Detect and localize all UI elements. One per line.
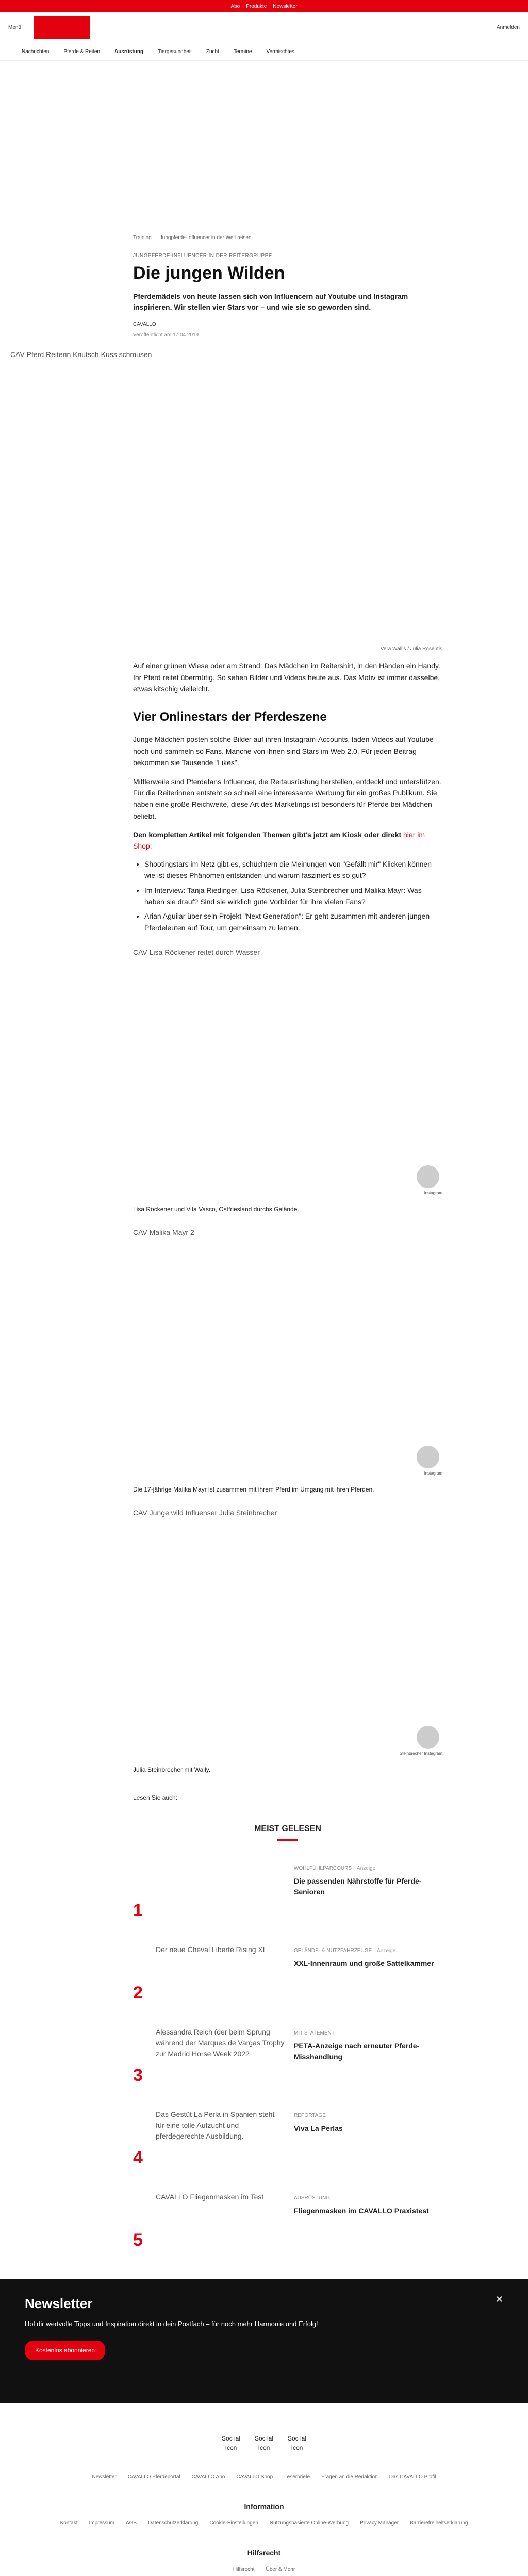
paragraph: Mittlerweile sind Pferdefans Influencer, die Reitausrüstung herstellen, entdeckt und unterstützen. Für die Reiterinnen entsteht so schnell eine interessante Werbung für ein großes Publikum. Sie haben eine große Reichweite, diese Art des Marketings ist besonders für Pferde bei Mädchen beliebt.	[133, 777, 441, 820]
rank-number: 4	[133, 2148, 143, 2168]
footer-help-links	[0, 2566, 528, 2573]
breadcrumb-item: Jungpferde-Influencer in der Welt reisen	[159, 235, 252, 241]
footer-link[interactable]: AGB	[125, 2520, 137, 2527]
embed-image-alt: CAV Junge wild Influenser Julia Steinbrecher	[133, 1509, 277, 1517]
paragraph-lead: Den kompletten Artikel mit folgenden Themen gibt's jetzt am Kiosk oder direkt	[133, 831, 404, 839]
most-read-title: MEIST GELESEN	[254, 1824, 321, 1834]
most-read-item[interactable]	[133, 1862, 442, 1924]
footer-info-title: Information	[244, 2502, 284, 2511]
footer-info-links	[0, 2519, 528, 2527]
teaser-image[interactable]: Der neue Cheval Liberté Rising XL	[156, 1945, 267, 1954]
footer-help-title: Hilfsrecht	[247, 2549, 281, 2557]
footer-link[interactable]: Impressum	[89, 2520, 114, 2527]
article-author[interactable]: CAVALLO	[133, 321, 156, 328]
shop-link[interactable]: hier im Shop:	[133, 831, 425, 851]
footer-link[interactable]: Nutzungsbasierte Online-Werbung	[269, 2520, 349, 2527]
footer-link[interactable]: CAVALLO Shop	[236, 2474, 273, 2480]
teaser-kicker: AUSRÜSTUNG	[294, 2195, 331, 2201]
teaser-kicker: WOHLFÜHLPARCOURS	[294, 1866, 352, 1872]
close-icon[interactable]: ✕	[495, 2294, 503, 2305]
newsletter-text: Hol dir wertvolle Tipps und Inspiration direkt in dein Postfach – für noch mehr Harmonie und Erfolg!	[25, 2320, 318, 2328]
article-date: Veröffentlicht am 17.04.2019	[133, 332, 199, 338]
rank-number: 5	[133, 2230, 143, 2250]
footer-link[interactable]: Hilfsrecht	[233, 2567, 255, 2573]
rank-number: 2	[133, 1983, 143, 2003]
newsletter-title: Newsletter	[25, 2296, 93, 2312]
instagram-label: Steinbrecher Instagram	[399, 1751, 442, 1756]
teaser-title[interactable]: XXL-Innenraum und große Sattelkammer	[294, 1959, 434, 1968]
social-icon[interactable]: Soc ial Icon	[254, 2435, 274, 2452]
embed-image-alt: CAV Lisa Röckener reitet durch Wasser	[133, 948, 260, 957]
most-read-section	[133, 1823, 442, 2253]
title-underline	[277, 1839, 298, 1841]
most-read-item[interactable]	[133, 2192, 442, 2253]
instagram-avatar-icon[interactable]	[417, 1726, 439, 1749]
hero-credit: Vera Wallis / Julia Rosentis	[380, 646, 442, 652]
footer-link[interactable]: Das CAVALLO Profil	[389, 2474, 436, 2480]
topbar-link[interactable]: Newsletter	[273, 3, 298, 9]
teaser-title[interactable]: Fliegenmasken im CAVALLO Praxistest	[294, 2206, 429, 2215]
teaser-image[interactable]: Das Gestüt La Perla in Spanien steht für eine tolle Aufzucht und pferdegerechte Ausbildung.	[156, 2110, 275, 2141]
paragraph	[133, 829, 442, 852]
footer-link[interactable]: Fragen an die Redaktion	[321, 2474, 378, 2480]
newsletter-box	[0, 2279, 528, 2403]
ad-tag: Anzeige	[357, 1866, 376, 1872]
teaser-kicker: MIT STATEMENT	[294, 2030, 335, 2037]
nav-item-active[interactable]: Ausrüstung	[114, 49, 144, 55]
teaser-kicker: GELÄNDE- & NUTZFAHRZEUGE	[294, 1948, 372, 1954]
footer-link[interactable]: CAVALLO Abo	[191, 2474, 225, 2480]
article-body	[133, 660, 442, 1802]
main-nav	[0, 43, 528, 61]
footer-link[interactable]: Leserbriefe	[284, 2474, 310, 2480]
footer-link[interactable]: Barrierefreiheitserklärung	[410, 2520, 468, 2527]
article-lead: Pferdemädels von heute lassen sich von Influencern auf Youtube und Instagram inspirieren. Wir stellen vier Stars vor – und wie sie so geworden sind.	[133, 292, 408, 312]
embed-caption: Julia Steinbrecher mit Wally.	[133, 1766, 211, 1774]
most-read-item[interactable]	[133, 2109, 442, 2171]
footer-link[interactable]: Newsletter	[92, 2474, 117, 2480]
list-item: • Shootingstars im Netz gibt es, schüchtern die Meinungen von "Gefällt mir" Klicken können – wie ist dieses Phänomen entstanden und warum fasziniert es so gut?	[144, 858, 442, 882]
instagram-embed[interactable]	[133, 947, 442, 1199]
teaser-image[interactable]	[156, 1862, 285, 1924]
ad-tag: Anzeige	[377, 1948, 396, 1954]
topbar-link[interactable]: Abo	[230, 3, 240, 9]
breadcrumb-item[interactable]: Training	[133, 235, 152, 241]
footer-link[interactable]: Über & Mehr	[266, 2567, 295, 2573]
list-item: • Im Interview: Tanja Riedinger, Lisa Röckener, Julia Steinbrecher und Malika Mayr: Was haben sie drauf? Sind sie wirklich gute Vorbilder für ihre vielen Fans?	[144, 885, 442, 908]
read-also-label: Lesen Sie auch:	[133, 1794, 178, 1802]
embed-image-alt: CAV Malika Mayr 2	[133, 1228, 194, 1237]
article-title: Die jungen Wilden	[133, 263, 285, 283]
nav-item[interactable]: Nachrichten	[22, 49, 50, 55]
top-bar	[0, 0, 528, 12]
embed-caption: Die 17-jährige Malika Mayr ist zusammen mit ihrem Pferd im Umgang mit ihren Pferden.	[133, 1486, 374, 1494]
nav-item[interactable]: Pferde & Reiten	[63, 49, 100, 55]
nav-item[interactable]: Zucht	[206, 49, 219, 55]
teaser-kicker: REPORTAGE	[294, 2113, 326, 2119]
footer-link[interactable]: Datenschutzerklärung	[148, 2520, 199, 2527]
teaser-title[interactable]: Die passenden Nährstoffe für Pferde-Senioren	[294, 1876, 422, 1896]
rank-number: 1	[133, 1901, 143, 1921]
newsletter-subscribe-button[interactable]: Kostenlos abonnieren	[25, 2341, 105, 2360]
paragraph: Auf einer grünen Wiese oder am Strand: Das Mädchen im Reitershirt, in den Händen ein Handy. Ihr Pferd reitet übermütig. So sehen Bilder und Videos heute aus. Das Motiv ist immer dasselbe, etwas kitschig vielleicht.	[133, 662, 440, 693]
teaser-image[interactable]: Alessandra Reich (der beim Sprung während der Marques de Vargas Trophy zur Madrid Horse Week 2022	[156, 2028, 285, 2058]
footer-link[interactable]: CAVALLO Pferdeportal	[127, 2474, 180, 2480]
list-item: • Arian Aguilar über sein Projekt "Next Generation": Er geht zusammen mit anderen jungen Pferdeleuten auf Tour, um gemeinsam zu lernen.	[144, 910, 442, 934]
breadcrumb	[133, 234, 442, 242]
instagram-avatar-icon[interactable]	[417, 1165, 439, 1188]
login-button[interactable]: Anmelden	[496, 25, 520, 30]
paragraph: Junge Mädchen posten solche Bilder auf ihren Instagram-Accounts, laden Videos auf Youtube hoch und sammeln so Fans. Manche von ihnen sind Stars im Web 2.0. Für jeden Beitrag bekommen sie Tausende "Likes".	[133, 735, 434, 767]
footer-link[interactable]: Cookie-Einstellungen	[209, 2520, 258, 2527]
site-header	[0, 12, 528, 43]
footer-link[interactable]: Privacy Manager	[360, 2520, 399, 2527]
article	[10, 234, 442, 2253]
instagram-label: instagram	[424, 1471, 442, 1476]
teaser-image[interactable]: CAVALLO Fliegenmasken im Test	[156, 2193, 264, 2201]
nav-item[interactable]: Tiergesundheit	[158, 49, 192, 55]
social-icons	[0, 2434, 528, 2452]
teaser-title[interactable]: PETA-Anzeige nach erneuter Pferde-Misshandlung	[294, 2041, 420, 2061]
bullet-list	[144, 858, 442, 934]
most-read-item[interactable]	[133, 1944, 442, 2006]
menu-button[interactable]: Menü	[8, 25, 22, 30]
nav-item[interactable]: Vermischtes	[266, 49, 294, 55]
teaser-title[interactable]: Viva La Perlas	[294, 2124, 343, 2132]
footer-links	[0, 2473, 528, 2481]
instagram-embed[interactable]	[133, 1507, 442, 1760]
instagram-avatar-icon[interactable]	[417, 1446, 439, 1468]
instagram-embed[interactable]	[133, 1227, 442, 1480]
topbar-link[interactable]: Produkte	[246, 3, 267, 9]
social-icon[interactable]: Soc ial Icon	[287, 2435, 307, 2452]
most-read-item[interactable]	[133, 2027, 442, 2089]
cavallo-logo[interactable]	[34, 16, 90, 39]
article-kicker: JUNGPFERDE-INFLUENCER IN DER REITERGRUPPE	[133, 253, 272, 259]
nav-item[interactable]: Termine	[233, 49, 252, 55]
embed-caption: Lisa Röckener und Vita Vasco, Ostfriesland durchs Gelände.	[133, 1206, 299, 1213]
rank-number: 3	[133, 2065, 143, 2086]
section-heading: Vier Onlinestars der Pferdeszene	[133, 710, 327, 724]
hero-image	[0, 349, 528, 643]
social-icon[interactable]: Soc ial Icon	[221, 2435, 241, 2452]
hero-image-alt: CAV Pferd Reiterin Knutsch Kuss schmusen	[10, 350, 152, 359]
footer-link[interactable]: Kontakt	[60, 2520, 78, 2527]
instagram-label: instagram	[424, 1191, 442, 1196]
